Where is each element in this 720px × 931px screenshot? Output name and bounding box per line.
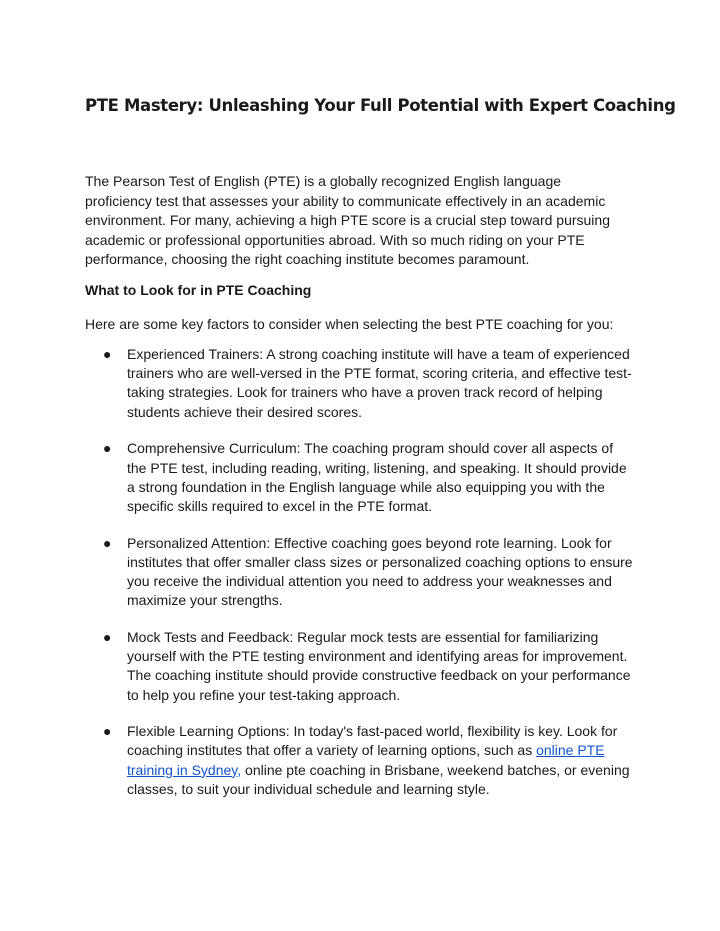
list-item-text: Comprehensive Curriculum: The coaching program should cover all aspects of the PTE test, including reading, writing, listening, and speaking. It should provide a strong foundation in the English language while also equipping you with the specific skills required to excel in the PTE format. [127, 440, 627, 514]
lead-paragraph: Here are some key factors to consider when selecting the best PTE coaching for you: [85, 316, 614, 332]
bullet-icon: ● [103, 723, 112, 740]
list-item-text-after-link: online pte coaching in Brisbane, weekend batches, or evening classes, to suit your individual schedule and learning style. [127, 761, 630, 797]
list-item-personalized-attention [85, 534, 635, 611]
list-item-flexible-learning [85, 722, 635, 799]
list-item-text: Personalized Attention: Effective coaching goes beyond rote learning. Look for institutes that offer smaller class sizes or personalized coaching options to ensure you receive the individual attention you need to address your weaknesses and maximize your strengths. [127, 534, 633, 609]
section-heading: What to Look for in PTE Coaching [85, 282, 312, 298]
list-item-comprehensive-curriculum [85, 439, 635, 516]
list-item-experienced-trainers [85, 345, 635, 422]
list-item-text-before-link: Flexible Learning Options: In today's fast-paced world, flexibility is key. Look for coaching institutes that offer a variety of learning options, such as [127, 723, 618, 759]
bullet-icon: ● [103, 628, 112, 645]
bullet-icon: ● [103, 346, 112, 362]
intro-paragraph: The Pearson Test of English (PTE) is a globally recognized English language proficiency test that assesses your ability to communicate effectively in an academic environment. For many, achieving a high PTE score is a crucial step toward pursuing academic or professional opportunities abroad. With so much riding on your PTE performance, choosing the right coaching institute becomes paramount. [85, 173, 610, 268]
sydney-training-link[interactable]: online PTE training in Sydney, [127, 742, 605, 778]
factor-list [85, 345, 645, 817]
page-title: PTE Mastery: Unleashing Your Full Potential with Expert Coaching [85, 96, 676, 115]
bullet-icon: ● [103, 440, 112, 457]
list-item-text: Experienced Trainers: A strong coaching institute will have a team of experienced trainers who are well-versed in the PTE format, scoring criteria, and effective test-taking strategies. Look for trainers who have a proven track record of helping students achieve their desired scores. [127, 346, 632, 420]
list-item-mock-tests [85, 628, 635, 705]
list-item-text: Mock Tests and Feedback: Regular mock tests are essential for familiarizing yourself with the PTE testing environment and identifying areas for improvement. The coaching institute should provide constructive feedback on your performance to help you refine your test-taking approach. [127, 628, 631, 703]
bullet-icon: ● [103, 534, 112, 551]
